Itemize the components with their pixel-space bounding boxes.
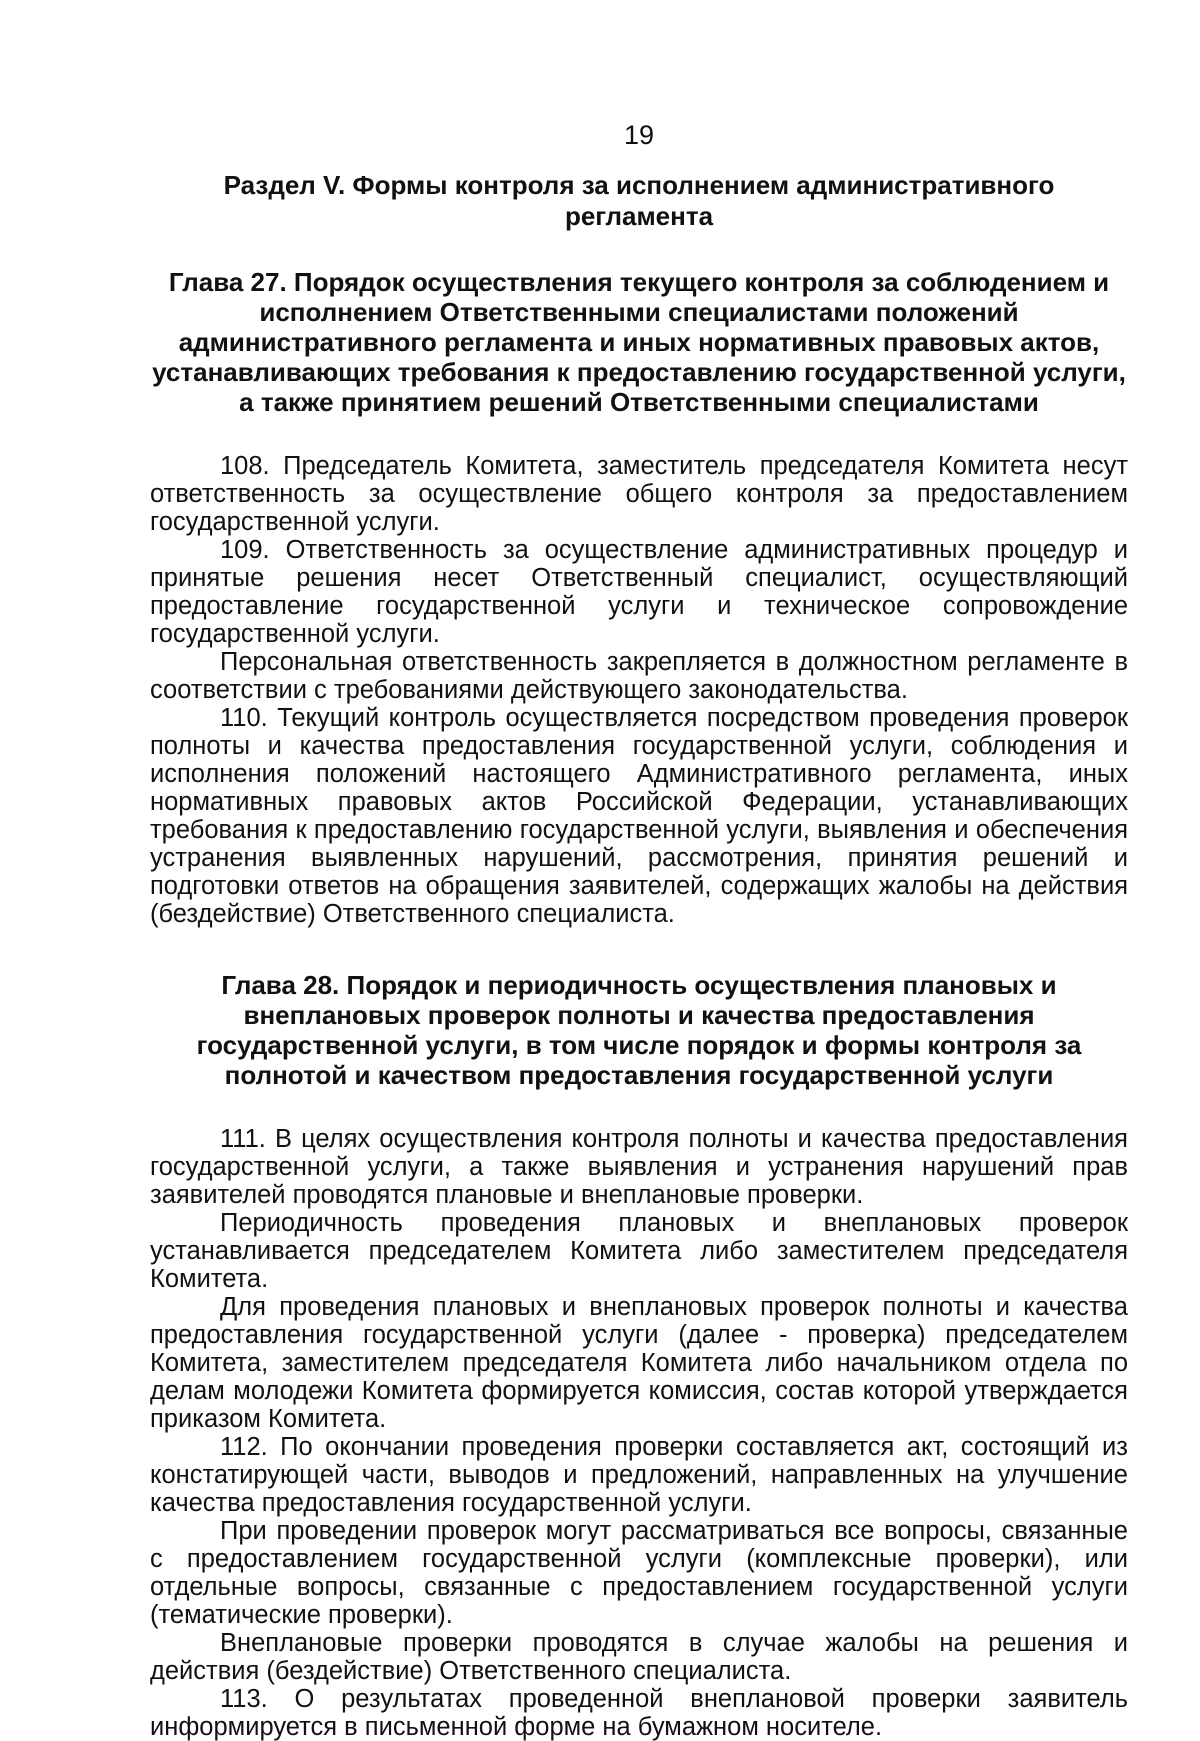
paragraph-112: 112. По окончании проведения проверки составляется акт, состоящий из констатирующей части, выводов и предложений, направленных на улучшение качества предоставления государственной услуги. bbox=[150, 1433, 1128, 1517]
page-number: 19 bbox=[623, 120, 655, 150]
paragraph-113: 113. О результатах проведенной внеплановой проверки заявитель информируется в письменной форме на бумажном носителе. bbox=[150, 1685, 1128, 1741]
paragraph-108: 108. Председатель Комитета, заместитель председателя Комитета несут ответственность за осуществление общего контроля за предоставлением государственной услуги. bbox=[150, 452, 1128, 536]
chapter-28-title: Глава 28. Порядок и периодичность осуществления плановых и внеплановых проверок полноты и качества предоставления государственной услуги, в том числе порядок и формы контроля за полнотой и качеством предоставления государственной услуги bbox=[196, 970, 1082, 1090]
paragraph-112-scope: При проведении проверок могут рассматриваться все вопросы, связанные с предоставлением государственной услуги (комплексные проверки), или отдельные вопросы, связанные с предоставлением государственной услуги (тематические проверки). bbox=[150, 1517, 1128, 1629]
paragraph-111-commission: Для проведения плановых и внеплановых проверок полноты и качества предоставления государственной услуги (далее - проверка) председателем Комитета, заместителем председателя Комитета либо начальником отдела по делам молодежи Комитета формируется комиссия, состав которой утверждается приказом Комитета. bbox=[150, 1293, 1128, 1433]
paragraph-110: 110. Текущий контроль осуществляется посредством проведения проверок полноты и качества предоставления государственной услуги, соблюдения и исполнения положений настоящего Административного регламента, иных нормативных правовых актов Российской Федерации, устанавливающих требования к предоставлению государственной услуги, выявления и обеспечения устранения выявленных нарушений, рассмотрения, принятия решений и подготовки ответов на обращения заявителей, содержащих жалобы на действия (бездействие) Ответственного специалиста. bbox=[150, 704, 1128, 928]
paragraph-109-personal-responsibility: Персональная ответственность закрепляется в должностном регламенте в соответствии с требованиями действующего законодательства. bbox=[150, 648, 1128, 704]
paragraph-112-unscheduled: Внеплановые проверки проводятся в случае жалобы на решения и действия (бездействие) Ответственного специалиста. bbox=[150, 1629, 1128, 1685]
document-page bbox=[150, 118, 1128, 1741]
paragraph-109: 109. Ответственность за осуществление административных процедур и принятые решения несет Ответственный специалист, осуществляющий предоставление государственной услуги и техническое сопровождение государственной услуги. bbox=[150, 536, 1128, 648]
paragraph-111-periodicity: Периодичность проведения плановых и внеплановых проверок устанавливается председателем Комитета либо заместителем председателя Комитета. bbox=[150, 1209, 1128, 1293]
chapter-27-title: Глава 27. Порядок осуществления текущего контроля за соблюдением и исполнением Ответственными специалистами положений административного регламента и иных нормативных правовых актов, устанавливающих требования к предоставлению государственной услуги, а также принятием решений Ответственными специалистами bbox=[152, 267, 1126, 417]
section-title: Раздел V. Формы контроля за исполнением административного регламента bbox=[223, 170, 1055, 231]
paragraph-111: 111. В целях осуществления контроля полноты и качества предоставления государственной услуги, а также выявления и устранения нарушений прав заявителей проводятся плановые и внеплановые проверки. bbox=[150, 1125, 1128, 1209]
